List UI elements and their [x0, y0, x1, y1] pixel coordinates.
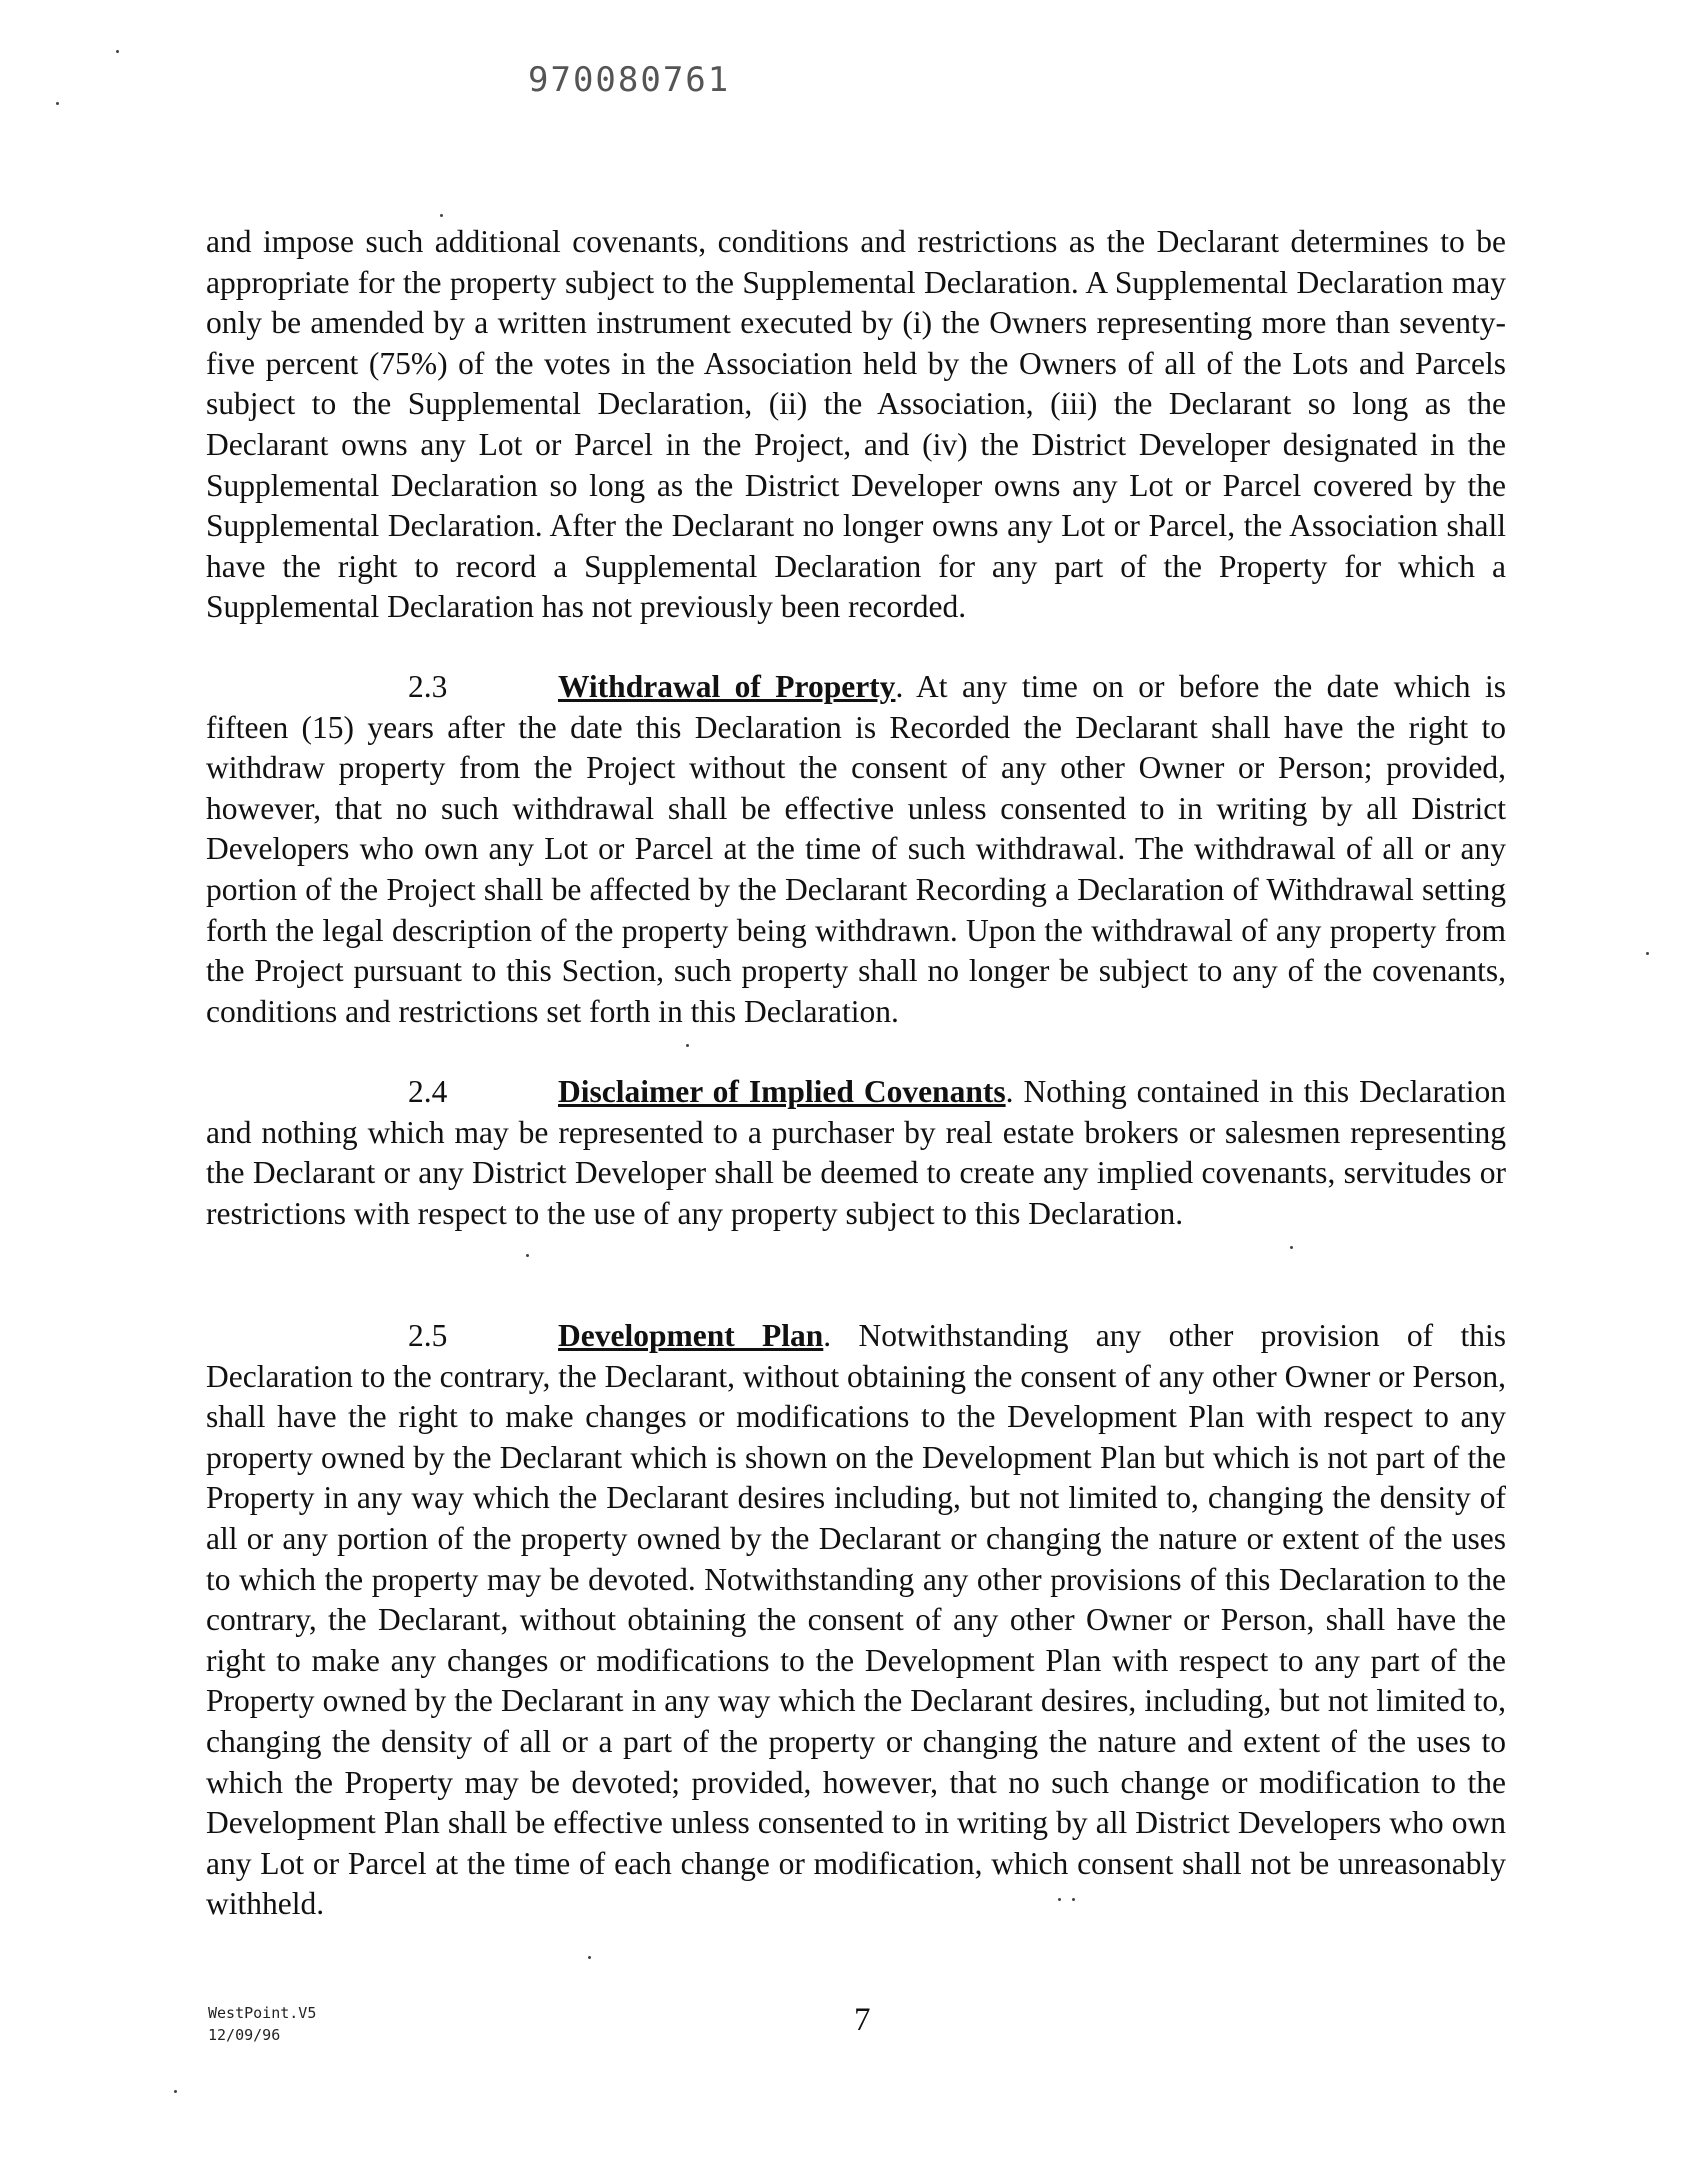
section-text: . Notwithstanding any other provision of this Declaration to the contrary, the Declarant, without obtaining the consent of any other Owner or Person, shall have the right to make changes or modifications to the Development Plan with respect to any property owned by the Declarant which is shown on the Development Plan but which is not part of the Property in any way which the Declarant desires including, but not limited to, changing the density of all or any portion of the property owned by the Declarant or changing the nature or extent of the uses to which the property may be devoted. Notwithstanding any other provisions of this Declaration to the contrary, the Declarant, without obtaining the consent of any other Owner or Person, shall have the right to make any changes or modifications to the Development Plan with respect to any part of the Property owned by the Declarant in any way which the Declarant desires, including, but not limited to, changing the density of all or a part of the property or changing the nature and extent of the uses to which the Property may be devoted; provided, however, that no such change or modification to the Development Plan shall be effective unless consented to in writing by all District Developers who own any Lot or Parcel at the time of each change or modification, which consent shall not be unreasonably withheld. [206, 1318, 1506, 1922]
scan-speck [174, 2090, 177, 2093]
section-title: Disclaimer of Implied Covenants [558, 1074, 1006, 1109]
section-text: . Nothing contained in this Declaration and nothing which may be represented to a purchaser by real estate brokers or salesmen representing the Declarant or any District Developer shall be deemed to create any implied covenants, servitudes or restrictions with respect to the use of any property subject to this Declaration. [206, 1074, 1506, 1231]
section-number: 2.5 [408, 1318, 448, 1353]
scan-speck [1058, 1898, 1061, 1901]
scan-speck [588, 1956, 591, 1959]
section-2-4-paragraph [206, 1072, 1506, 1234]
scan-speck [56, 102, 59, 105]
scan-speck [116, 50, 119, 53]
section-2-5-paragraph [206, 1316, 1506, 1925]
page-number: 7 [854, 2002, 871, 2038]
section-number: 2.3 [408, 669, 448, 704]
document-number-stamp: 970080761 [528, 60, 731, 100]
scan-speck [440, 214, 443, 217]
section-title: Development Plan [558, 1318, 824, 1353]
footer-file-info [208, 2002, 316, 2046]
section-text: . At any time on or before the date which is fifteen (15) years after the date this Declaration is Recorded the Declarant shall have the right to withdraw property from the Project without the consent of any other Owner or Person; provided, however, that no such withdrawal shall be effective unless consented to in writing by all District Developers who own any Lot or Parcel at the time of such withdrawal. The withdrawal of all or any portion of the Project shall be affected by the Declarant Recording a Declaration of Withdrawal setting forth the legal description of the property being withdrawn. Upon the withdrawal of any property from the Project pursuant to this Section, such property shall no longer be subject to any of the covenants, conditions and restrictions set forth in this Declaration. [206, 669, 1506, 1029]
section-title: Withdrawal of Property [558, 669, 896, 704]
footer-date: 12/09/96 [208, 2026, 281, 2044]
scan-speck [1072, 1898, 1075, 1901]
scan-speck [1290, 1246, 1293, 1249]
section-2-3-paragraph [206, 667, 1506, 1032]
intro-paragraph: and impose such additional covenants, conditions and restrictions as the Declarant determines to be appropriate for the property subject to the Supplemental Declaration. A Supplemental Declaration may only be amended by a written instrument executed by (i) the Owners representing more than seventy-five percent (75%) of the votes in the Association held by the Owners of all of the Lots and Parcels subject to the Supplemental Declaration, (ii) the Association, (iii) the Declarant so long as the Declarant owns any Lot or Parcel in the Project, and (iv) the District Developer designated in the Supplemental Declaration so long as the District Developer owns any Lot or Parcel covered by the Supplemental Declaration. After the Declarant no longer owns any Lot or Parcel, the Association shall have the right to record a Supplemental Declaration for any part of the Property for which a Supplemental Declaration has not previously been recorded. [206, 224, 1506, 625]
scan-speck [1646, 952, 1649, 955]
section-number: 2.4 [408, 1074, 448, 1109]
scan-speck [686, 1044, 689, 1047]
scan-speck [526, 1254, 529, 1257]
footer-file-name: WestPoint.V5 [208, 2004, 317, 2022]
